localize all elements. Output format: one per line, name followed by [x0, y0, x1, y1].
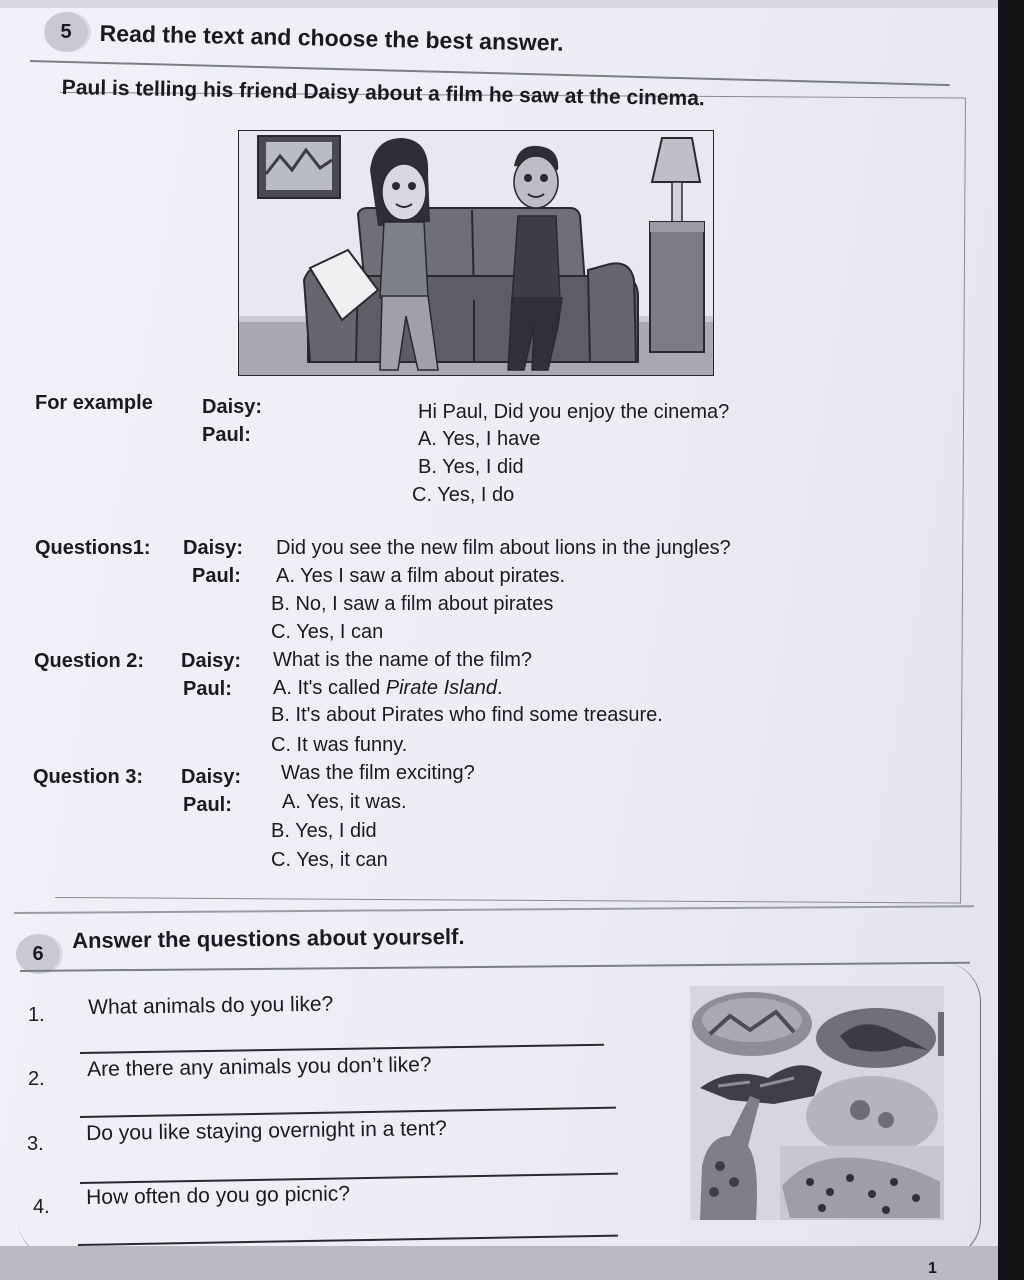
question-3-label: Question 3:: [33, 766, 144, 788]
question-1-option-c: C. Yes, I can: [271, 621, 384, 643]
example-question: Hi Paul, Did you enjoy the cinema?: [418, 401, 730, 423]
question-3-option-a: A. Yes, it was.: [282, 791, 407, 813]
section-6-number: 6: [32, 942, 44, 965]
film-title: Pirate Island: [385, 677, 497, 699]
item-3-number: 3.: [27, 1133, 44, 1155]
item-2-question: Are there any animals you don’t like?: [87, 1053, 432, 1081]
question-1-option-b: B. No, I saw a film about pirates: [271, 593, 554, 615]
background-edge: [998, 0, 1024, 1280]
question-3-paul-label: Paul:: [183, 794, 232, 816]
item-2-number: 2.: [28, 1068, 45, 1090]
example-option-c: C. Yes, I do: [412, 484, 515, 506]
item-4-question: How often do you go picnic?: [86, 1182, 351, 1209]
top-margin-strip: [0, 0, 998, 8]
question-3-option-b: B. Yes, I did: [271, 820, 377, 842]
example-option-a: A. Yes, I have: [418, 428, 541, 450]
question-2-paul-label: Paul:: [183, 678, 232, 700]
example-option-b: B. Yes, I did: [418, 456, 524, 478]
item-4-number: 4.: [33, 1196, 50, 1218]
question-3-option-c: C. Yes, it can: [271, 849, 388, 871]
question-2-option-c: C. It was funny.: [271, 734, 408, 756]
living-room-picture: [238, 130, 714, 376]
section-5-number: 5: [60, 20, 72, 43]
question-2-option-a: [273, 677, 503, 700]
example-daisy-label: Daisy:: [202, 396, 263, 418]
question-2-text: What is the name of the film?: [273, 649, 533, 671]
question-2-option-a-prefix: A. It's called: [273, 677, 386, 699]
animals-collage-picture: [690, 986, 944, 1220]
living-room-illustration: [238, 130, 714, 376]
example-label: For example: [35, 392, 153, 414]
page-number: 1: [928, 1260, 937, 1277]
example-paul-label: Paul:: [202, 424, 251, 446]
section-divider: [14, 905, 974, 914]
photo-bottom-shadow: [0, 1246, 998, 1280]
collage-edge-mark: [938, 1012, 944, 1056]
question-3-text: Was the film exciting?: [281, 762, 475, 784]
question-1-text: Did you see the new film about lions in the jungles?: [276, 537, 731, 559]
section-6-heading: Answer the questions about yourself.: [72, 923, 465, 953]
item-3-question: Do you like staying overnight in a tent?: [86, 1116, 448, 1145]
section-5-intro: Paul is telling his friend Daisy about a film he saw at the cinema.: [61, 76, 705, 111]
question-3-daisy-label: Daisy:: [181, 766, 242, 788]
question-2-option-b: B. It's about Pirates who find some treasure.: [271, 704, 663, 726]
item-1-number: 1.: [28, 1004, 45, 1026]
question-1-paul-label: Paul:: [192, 565, 241, 587]
section-5-badge: [44, 12, 88, 52]
question-2-daisy-label: Daisy:: [181, 650, 242, 672]
question-1-label: Questions1:: [35, 537, 151, 559]
item-1-question: What animals do you like?: [88, 992, 334, 1019]
question-1-option-a: A. Yes I saw a film about pirates.: [276, 565, 566, 587]
question-2-label: Question 2:: [34, 650, 145, 672]
animals-collage: [690, 986, 944, 1220]
section-5-heading: Read the text and choose the best answer.: [99, 20, 564, 56]
question-1-daisy-label: Daisy:: [183, 537, 244, 559]
question-2-option-a-suffix: .: [496, 677, 503, 699]
